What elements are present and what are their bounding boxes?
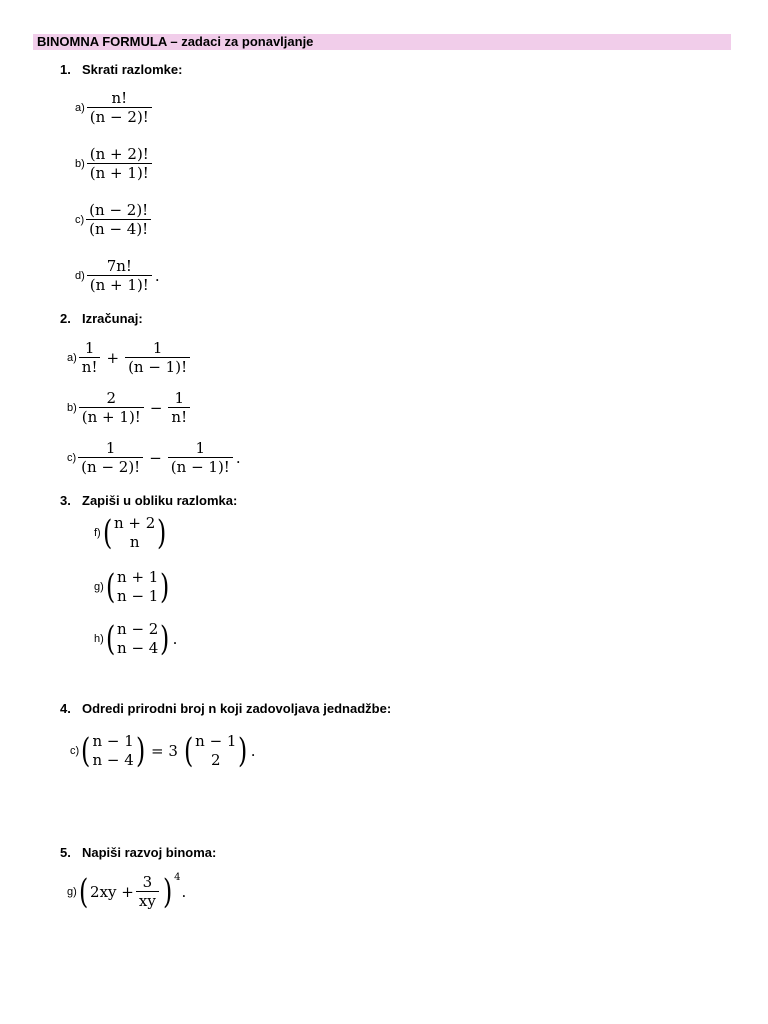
- fraction: [86, 202, 151, 237]
- q3-item-h: [94, 620, 177, 658]
- numerator: 1: [105, 439, 116, 457]
- item-label: c): [70, 745, 80, 757]
- binomial-bottom: n − 4: [92, 751, 134, 769]
- item-label: h): [94, 633, 104, 645]
- equals-sign: = 3: [151, 742, 178, 760]
- binomial-top: n − 1: [195, 732, 237, 750]
- numerator: 7n!: [106, 257, 132, 275]
- numerator: (n + 2)!: [89, 145, 149, 163]
- question-text: Skrati razlomke:: [82, 62, 183, 77]
- period: .: [172, 630, 178, 648]
- binomial-bottom: 2: [211, 751, 221, 769]
- question-2: [60, 312, 143, 326]
- binomial-top: n − 2: [117, 620, 159, 638]
- denominator: (n − 4)!: [86, 219, 151, 237]
- numerator: 1: [174, 389, 185, 407]
- numerator: 2: [106, 389, 117, 407]
- q2-item-a: [67, 340, 192, 375]
- q2-item-c: [67, 440, 241, 475]
- denominator: xy: [136, 891, 159, 909]
- operator: −: [149, 398, 163, 417]
- question-text: Napiši razvoj binoma:: [82, 845, 217, 860]
- fraction: [136, 874, 159, 909]
- right-paren: ): [135, 731, 146, 771]
- first-term: 2xy +: [90, 882, 134, 901]
- fraction: [87, 258, 152, 293]
- question-5: [60, 846, 216, 860]
- question-3: [60, 494, 237, 508]
- q3-item-f: [94, 514, 169, 552]
- q4-equation: [70, 732, 256, 770]
- item-label: b): [67, 401, 77, 414]
- right-paren: ): [238, 731, 248, 771]
- item-label: g): [67, 885, 77, 898]
- question-1: [60, 63, 182, 77]
- q5-expression: [67, 871, 187, 912]
- q1-item-a: [75, 90, 154, 125]
- right-paren: ): [160, 619, 170, 659]
- period: .: [181, 882, 187, 901]
- question-number: 3.: [60, 493, 71, 508]
- q3-item-g: [94, 568, 172, 606]
- question-text: Izračunaj:: [82, 311, 143, 326]
- fraction: [168, 440, 233, 475]
- fraction: [79, 390, 144, 425]
- question-number: 4.: [60, 701, 71, 716]
- item-label: g): [94, 581, 104, 593]
- right-paren: ): [162, 871, 173, 912]
- denominator: (n − 1)!: [168, 457, 233, 475]
- left-paren: (: [183, 731, 194, 771]
- operator: −: [149, 448, 162, 467]
- item-label: a): [75, 101, 85, 114]
- q2-item-b: [67, 390, 192, 425]
- binomial: [117, 568, 158, 606]
- numerator: 1: [152, 339, 163, 357]
- denominator: (n − 2)!: [78, 457, 143, 475]
- question-text: Odredi prirodni broj n koji zadovoljava jednadžbe:: [82, 701, 392, 716]
- binomial: [114, 514, 155, 552]
- q1-item-b: [75, 146, 154, 181]
- numerator: 3: [142, 873, 153, 891]
- question-number: 1.: [60, 62, 71, 77]
- page-title: BINOMNA FORMULA – zadaci za ponavljanje: [37, 34, 314, 49]
- binomial-top: n − 1: [92, 732, 134, 750]
- period: .: [250, 742, 256, 760]
- binomial-top: n + 2: [114, 514, 156, 532]
- q1-item-d: [75, 258, 160, 293]
- period: .: [154, 266, 160, 285]
- left-paren: (: [105, 619, 116, 659]
- item-label: d): [75, 269, 85, 282]
- item-label: c): [67, 451, 77, 464]
- right-paren: ): [157, 513, 167, 553]
- numerator: 1: [84, 339, 95, 357]
- binomial: [195, 732, 236, 770]
- binomial-bottom: n − 1: [117, 587, 159, 605]
- exponent: 4: [174, 871, 181, 883]
- binomial: [117, 620, 158, 658]
- denominator: (n − 2)!: [87, 107, 152, 125]
- binomial-bottom: n − 4: [117, 639, 159, 657]
- denominator: n!: [79, 357, 101, 375]
- question-number: 5.: [60, 845, 71, 860]
- item-label: a): [67, 351, 77, 364]
- question-number: 2.: [60, 311, 71, 326]
- left-paren: (: [81, 731, 91, 771]
- numerator: 1: [195, 439, 206, 457]
- item-label: f): [94, 527, 101, 539]
- denominator: (n − 1)!: [125, 357, 190, 375]
- fraction: [87, 146, 152, 181]
- question-4: [60, 702, 391, 716]
- left-paren: (: [102, 513, 113, 553]
- operator: +: [106, 348, 120, 367]
- binomial-bottom: n: [129, 533, 140, 551]
- binomial-top: n + 1: [117, 568, 159, 586]
- denominator: (n + 1)!: [79, 407, 144, 425]
- denominator: n!: [168, 407, 190, 425]
- left-paren: (: [105, 567, 116, 607]
- fraction: [125, 340, 190, 375]
- fraction: [168, 390, 190, 425]
- fraction: [87, 90, 152, 125]
- numerator: n!: [111, 89, 128, 107]
- denominator: (n + 1)!: [87, 275, 152, 293]
- q1-item-c: [75, 202, 153, 237]
- right-paren: ): [160, 567, 170, 607]
- fraction: [79, 340, 101, 375]
- binomial: [92, 732, 133, 770]
- question-text: Zapiši u obliku razlomka:: [82, 493, 238, 508]
- numerator: (n − 2)!: [89, 201, 149, 219]
- item-label: c): [75, 213, 85, 226]
- period: .: [235, 448, 241, 467]
- item-label: b): [75, 157, 85, 170]
- left-paren: (: [78, 871, 89, 912]
- fraction: [78, 440, 143, 475]
- denominator: (n + 1)!: [87, 163, 152, 181]
